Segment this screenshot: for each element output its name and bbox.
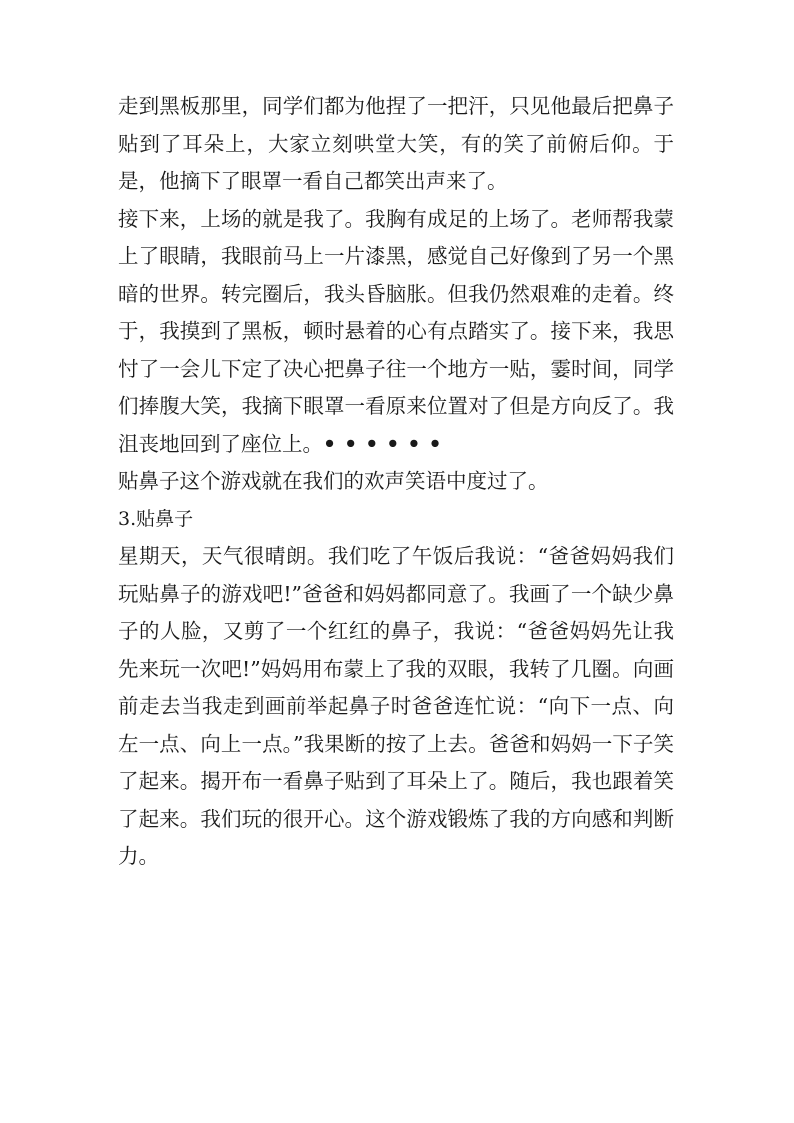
paragraph-2-text: 接下来，上场的就是我了。我胸有成足的上场了。老师帮我蒙上了眼睛，我眼前马上一片漆黑，感觉自己好像到了另一个黑暗的世界。转完圈后，我头昏脑胀。但我仍然艰难的走着。终于，我摸到了黑板，顿时悬着的心有点踏实了。接下来，我思忖了一会儿下定了决心把鼻子往一个地方一贴，霎时间，同学们捧腹大笑，我摘下眼罩一看原来位置对了但是方向反了。我沮丧地回到了座位上。 bbox=[118, 206, 674, 456]
document-page bbox=[118, 88, 674, 876]
paragraph-4: 星期天，天气很晴朗。我们吃了午饭后我说：“爸爸妈妈我们玩贴鼻子的游戏吧!”爸爸和妈妈都同意了。我画了一个缺少鼻子的人脸，又剪了一个红红的鼻子，我说：“爸爸妈妈先让我先来玩一次吧!”妈妈用布蒙上了我的双眼，我转了几圈。向画前走去当我走到画前举起鼻子时爸爸连忙说：“向下一点、向左一点、向上一点。”我果断的按了上去。爸爸和妈妈一下子笑了起来。揭开布一看鼻子贴到了耳朵上了。随后，我也跟着笑了起来。我们玩的很开心。这个游戏锻炼了我的方向感和判断力。 bbox=[118, 544, 674, 868]
paragraph-3: 贴鼻子这个游戏就在我们的欢声笑语中度过了。 bbox=[118, 469, 549, 493]
ellipsis-dots: •••••• bbox=[323, 431, 450, 456]
section-heading: 3.贴鼻子 bbox=[118, 507, 194, 530]
paragraph-1: 走到黑板那里，同学们都为他捏了一把汗，只见他最后把鼻子贴到了耳朵上，大家立刻哄堂大笑，有的笑了前俯后仰。于是，他摘下了眼罩一看自己都笑出声来了。 bbox=[118, 94, 674, 193]
paragraph-2 bbox=[118, 201, 674, 464]
